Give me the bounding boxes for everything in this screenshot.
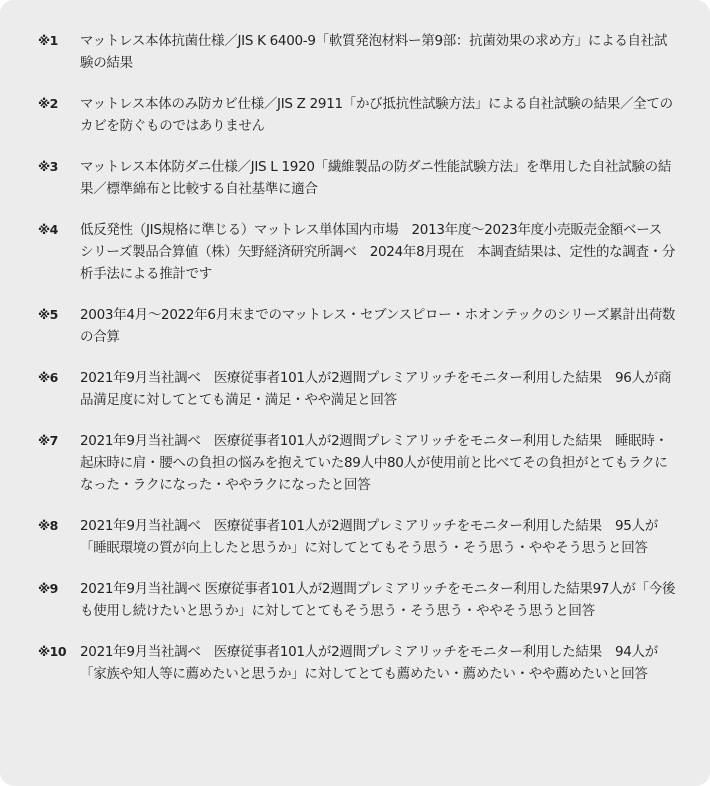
footnote-1 [38,30,680,74]
footnote-text: 2021年9月当社調べ 医療従事者101人が2週間プレミアリッチをモニター利用した結果 95人が「睡眠環境の質が向上したと思うか」に対してとてもそう思う・そう思う・ややそう思うと回答 [80,518,658,556]
footnote-mark: ※1 [38,33,58,48]
footnote-mark: ※3 [38,159,58,174]
footnote-9 [38,578,680,622]
footnote-2 [38,93,680,137]
footnote-text: 2021年9月当社調べ 医療従事者101人が2週間プレミアリッチをモニター利用した結果97人が「今後も使用し続けたいと思うか」に対してとてもそう思う・そう思う・ややそう思うと回答 [80,581,676,619]
footnote-mark: ※5 [38,307,58,322]
footnote-10 [38,641,680,685]
footnote-text: マットレス本体防ダニ仕様／JIS L 1920「繊維製品の防ダニ性能試験方法」を準用した自社試験の結果／標準綿布と比較する自社基準に適合 [80,159,672,197]
footnote-text: マットレス本体抗菌仕様／JIS K 6400-9「軟質発泡材料ー第9部：抗菌効果の求め方」による自社試験の結果 [80,33,668,71]
footnote-text: 2021年9月当社調べ 医療従事者101人が2週間プレミアリッチをモニター利用した結果 睡眠時・起床時に肩・腰への負担の悩みを抱えていた89人中80人が使用前と比べてその負担がとてもラクになった・ラクになった・ややラクになったと回答 [80,433,668,493]
footnote-mark: ※7 [38,433,58,448]
footnote-mark: ※4 [38,222,58,237]
footnote-mark: ※8 [38,518,58,533]
footnote-text: マットレス本体のみ防カビ仕様／JIS Z 2911「かび抵抗性試験方法」による自社試験の結果／全てのカビを防ぐものではありません [80,96,673,134]
footnote-mark: ※9 [38,581,58,596]
footnote-mark: ※2 [38,96,58,111]
footnote-5 [38,304,680,348]
footnote-text: 低反発性（JIS規格に準じる）マットレス単体国内市場 2013年度〜2023年度小売販売金額ベース シリーズ製品合算値（株）矢野経済研究所調べ 2024年8月現在 本調査結果は、定性的な調査・分析手法による推計です [80,222,676,282]
footnote-7 [38,430,680,496]
footnote-3 [38,156,680,200]
footnote-text: 2021年9月当社調べ 医療従事者101人が2週間プレミアリッチをモニター利用した結果 94人が「家族や知人等に薦めたいと思うか」に対してとても薦めたい・薦めたい・やや薦めたいと回答 [80,644,658,682]
footnote-4 [38,219,680,285]
footnote-8 [38,515,680,559]
footnote-6 [38,367,680,411]
footnote-mark: ※10 [38,644,67,659]
footnote-text: 2021年9月当社調べ 医療従事者101人が2週間プレミアリッチをモニター利用した結果 96人が商品満足度に対してとても満足・満足・やや満足と回答 [80,370,672,408]
footnote-mark: ※6 [38,370,58,385]
footnote-text: 2003年4月〜2022年6月末までのマットレス・セブンスピロー・ホオンテックのシリーズ累計出荷数の合算 [80,307,676,345]
